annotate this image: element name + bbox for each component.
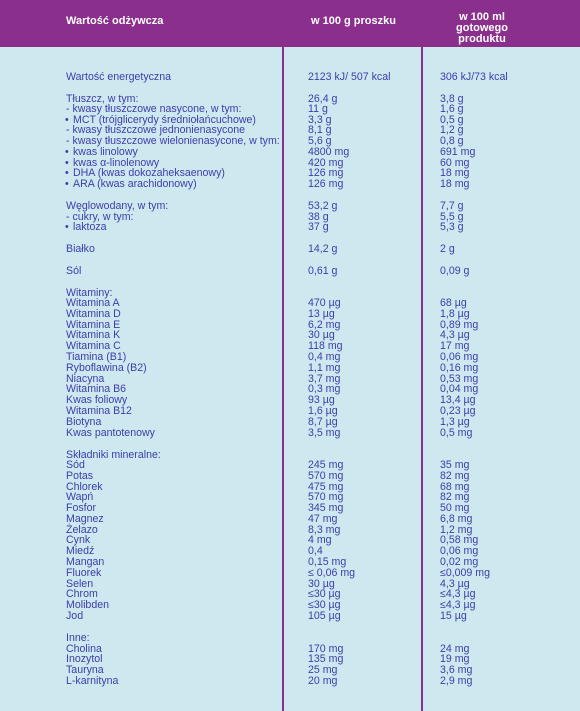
value-per-100g: 11 g xyxy=(308,103,328,115)
nutrient-label: Selen xyxy=(66,578,94,590)
value-per-100g: 93 µg xyxy=(308,394,335,406)
nutrient-label: L-karnityna xyxy=(66,675,119,687)
nutrient-label: - kwasy tłuszczowe wielonienasycone, w tym: xyxy=(66,135,280,147)
nutrient-label: Molibden xyxy=(66,599,109,611)
table-row xyxy=(0,179,580,190)
nutrient-label: Fluorek xyxy=(66,567,102,579)
nutrient-label: Niacyna xyxy=(66,373,105,385)
table-row xyxy=(0,428,580,439)
value-per-100g: 475 mg xyxy=(308,481,344,493)
value-per-100g: 570 mg xyxy=(308,470,344,482)
nutrient-label: Potas xyxy=(66,470,94,482)
value-per-100g: 25 mg xyxy=(308,664,338,676)
value-per-100ml: 1,2 g xyxy=(440,124,464,136)
value-per-100ml: 18 mg xyxy=(440,167,470,179)
value-per-100g: ≤30 µg xyxy=(308,588,341,600)
value-per-100ml: 4,3 µg xyxy=(440,578,470,590)
value-per-100g: 118 mg xyxy=(308,340,343,352)
nutrient-label: Sól xyxy=(66,265,82,277)
value-per-100ml: 0,09 g xyxy=(440,265,470,277)
value-per-100g: 126 mg xyxy=(308,167,344,179)
nutrient-label: Mangan xyxy=(66,556,105,568)
nutrient-label: Sód xyxy=(66,459,85,471)
nutrient-label: Wapń xyxy=(66,491,94,503)
value-per-100ml: 68 mg xyxy=(440,481,470,493)
value-per-100ml: 0,5 g xyxy=(440,114,464,126)
value-per-100ml: 0,53 mg xyxy=(440,373,479,385)
nutrient-label: Białko xyxy=(66,243,95,255)
value-per-100ml: 1,2 mg xyxy=(440,524,473,536)
value-per-100ml: 1,8 µg xyxy=(440,308,470,320)
nutrient-label: Biotyna xyxy=(66,416,102,428)
value-per-100g: 4 mg xyxy=(308,534,332,546)
nutrient-label: • ARA (kwas arachidonowy) xyxy=(73,179,197,190)
nutrient-label: Cholina xyxy=(66,643,102,655)
value-per-100g: 245 mg xyxy=(308,459,344,471)
nutrient-label: Ryboflawina (B2) xyxy=(66,362,147,374)
value-per-100ml: 1,6 g xyxy=(440,103,464,115)
value-per-100g: 20 mg xyxy=(308,675,338,687)
value-per-100ml: 2 g xyxy=(440,243,455,255)
nutrient-label: Chrom xyxy=(66,588,98,600)
value-per-100ml: 0,8 g xyxy=(440,135,464,147)
value-per-100g: 30 µg xyxy=(308,329,335,341)
value-per-100ml: 18 mg xyxy=(440,178,470,190)
value-per-100ml: 0,58 mg xyxy=(440,534,479,546)
nutrient-label: Kwas foliowy xyxy=(66,394,128,406)
value-per-100g: 126 mg xyxy=(308,178,344,190)
value-per-100g: 0,4 mg xyxy=(308,351,341,363)
value-per-100ml: ≤0,009 mg xyxy=(440,567,490,579)
table-row xyxy=(0,600,580,611)
header-per-100g-powder: w 100 g proszku xyxy=(311,15,396,27)
value-per-100g: 1,1 mg xyxy=(308,362,341,374)
value-per-100g: 14,2 g xyxy=(308,243,338,255)
value-per-100g: 570 mg xyxy=(308,491,344,503)
value-per-100ml: 0,5 mg xyxy=(440,427,473,439)
value-per-100g: 1,6 µg xyxy=(308,405,338,417)
nutrient-label: Inne: xyxy=(66,632,90,644)
value-per-100ml: 6,8 mg xyxy=(440,513,473,525)
nutrient-label: Wartość energetyczna xyxy=(66,71,172,83)
value-per-100ml: 2,9 mg xyxy=(440,675,473,687)
value-per-100ml: 4,3 µg xyxy=(440,329,470,341)
value-per-100ml: 60 mg xyxy=(440,157,470,169)
value-per-100ml: 0,04 mg xyxy=(440,383,479,395)
value-per-100ml: 82 mg xyxy=(440,491,470,503)
value-per-100ml: 15 µg xyxy=(440,610,467,622)
nutrient-label: Witamina B12 xyxy=(66,405,132,417)
nutrient-label: Magnez xyxy=(66,513,104,525)
value-per-100g: 3,5 mg xyxy=(308,427,341,439)
value-per-100g: 26,4 g xyxy=(308,93,338,105)
value-per-100g: 4800 mg xyxy=(308,146,350,158)
value-per-100ml: 0,16 mg xyxy=(440,362,479,374)
nutrient-label: • laktoza xyxy=(73,222,107,233)
value-per-100ml: 5,5 g xyxy=(440,211,464,223)
value-per-100g: 8,3 mg xyxy=(308,524,341,536)
value-per-100ml: 0,02 mg xyxy=(440,556,479,568)
nutrient-label: Tauryna xyxy=(66,664,104,676)
value-per-100ml: 50 mg xyxy=(440,502,470,514)
nutrient-label: - cukry, w tym: xyxy=(66,211,134,223)
nutrient-label: Tiamina (B1) xyxy=(66,351,127,363)
table-row xyxy=(0,222,580,233)
value-per-100ml: 3,8 g xyxy=(440,93,464,105)
value-per-100ml: 0,06 mg xyxy=(440,351,479,363)
value-per-100ml: 306 kJ/73 kcal xyxy=(440,71,508,83)
value-per-100ml: ≤4,3 µg xyxy=(440,588,476,600)
nutrient-label: Witamina K xyxy=(66,329,121,341)
table-row xyxy=(0,244,580,255)
nutrient-label: Chlorek xyxy=(66,481,103,493)
header-per-100ml-product: w 100 ml gotowego produktu xyxy=(456,11,508,45)
nutrient-label: Kwas pantotenowy xyxy=(66,427,155,439)
value-per-100ml: 5,3 g xyxy=(440,221,464,233)
value-per-100g: ≤30 µg xyxy=(308,599,341,611)
value-per-100g: 2123 kJ/ 507 kcal xyxy=(308,71,391,83)
value-per-100ml: 19 mg xyxy=(440,653,470,665)
nutrient-label: • MCT (trójglicerydy średniołańcuchowe) xyxy=(73,115,256,126)
nutrient-label: Miedź xyxy=(66,545,95,557)
table-row xyxy=(0,72,580,83)
nutrient-label: • DHA (kwas dokozaheksaenowy) xyxy=(73,168,225,179)
value-per-100g: 0,3 mg xyxy=(308,383,341,395)
nutrient-label: Cynk xyxy=(66,534,91,546)
value-per-100ml: 82 mg xyxy=(440,470,470,482)
value-per-100g: 8,1 g xyxy=(308,124,332,136)
value-per-100ml: 24 mg xyxy=(440,643,470,655)
value-per-100g: 30 µg xyxy=(308,578,335,590)
nutrient-label: Witaminy: xyxy=(66,287,113,299)
nutrient-label: Inozytol xyxy=(66,653,103,665)
nutrient-label: Węglowodany, w tym: xyxy=(66,200,169,212)
nutrient-label: Witamina B6 xyxy=(66,383,127,395)
value-per-100g: 420 mg xyxy=(308,157,344,169)
value-per-100g: 135 mg xyxy=(308,653,344,665)
value-per-100g: 0,61 g xyxy=(308,265,338,277)
nutrient-label: Witamina D xyxy=(66,308,121,320)
value-per-100g: 105 µg xyxy=(308,610,341,622)
value-per-100g: 38 g xyxy=(308,211,329,223)
value-per-100ml: 35 mg xyxy=(440,459,470,471)
nutrient-label: - kwasy tłuszczowe jednonienasycone xyxy=(66,124,246,136)
value-per-100g: ≤ 0,06 mg xyxy=(308,567,356,579)
nutrient-label: • kwas linolowy xyxy=(73,147,138,158)
nutrient-label: Tłuszcz, w tym: xyxy=(66,93,139,105)
nutrient-label: Składniki mineralne: xyxy=(66,449,161,461)
nutrient-label: Witamina C xyxy=(66,340,121,352)
value-per-100ml: 0,89 mg xyxy=(440,319,479,331)
value-per-100g: 5,6 g xyxy=(308,135,332,147)
nutrient-label: Jod xyxy=(66,610,84,622)
table-row xyxy=(0,266,580,277)
value-per-100ml: 0,23 µg xyxy=(440,405,476,417)
value-per-100g: 0,15 mg xyxy=(308,556,347,568)
value-per-100g: 170 mg xyxy=(308,643,344,655)
value-per-100ml: 3,6 mg xyxy=(440,664,473,676)
value-per-100ml: 7,7 g xyxy=(440,200,464,212)
value-per-100g: 13 µg xyxy=(308,308,335,320)
value-per-100g: 37 g xyxy=(308,221,329,233)
header-nutrition-value: Wartość odżywcza xyxy=(66,15,164,27)
value-per-100ml: ≤4,3 µg xyxy=(440,599,476,611)
value-per-100g: 8,7 µg xyxy=(308,416,338,428)
value-per-100g: 470 µg xyxy=(308,297,341,309)
value-per-100g: 47 mg xyxy=(308,513,338,525)
value-per-100g: 0,4 xyxy=(308,545,323,557)
value-per-100ml: 1,3 µg xyxy=(440,416,470,428)
nutrient-label: • kwas α-linolenowy xyxy=(73,158,159,169)
nutrient-label: Fosfor xyxy=(66,502,97,514)
nutrient-label: - kwasy tłuszczowe nasycone, w tym: xyxy=(66,103,242,115)
nutrient-label: Żelazo xyxy=(66,524,98,536)
value-per-100ml: 691 mg xyxy=(440,146,476,158)
value-per-100g: 345 mg xyxy=(308,502,344,514)
table-row xyxy=(0,676,580,687)
nutrient-label: Witamina A xyxy=(66,297,120,309)
value-per-100g: 3,7 mg xyxy=(308,373,341,385)
table-row xyxy=(0,611,580,622)
value-per-100ml: 0,06 mg xyxy=(440,545,479,557)
value-per-100g: 53,2 g xyxy=(308,200,338,212)
value-per-100g: 3,3 g xyxy=(308,114,332,126)
value-per-100ml: 68 µg xyxy=(440,297,467,309)
value-per-100ml: 17 mg xyxy=(440,340,470,352)
value-per-100ml: 13,4 µg xyxy=(440,394,476,406)
value-per-100g: 6,2 mg xyxy=(308,319,341,331)
nutrient-label: Witamina E xyxy=(66,319,121,331)
